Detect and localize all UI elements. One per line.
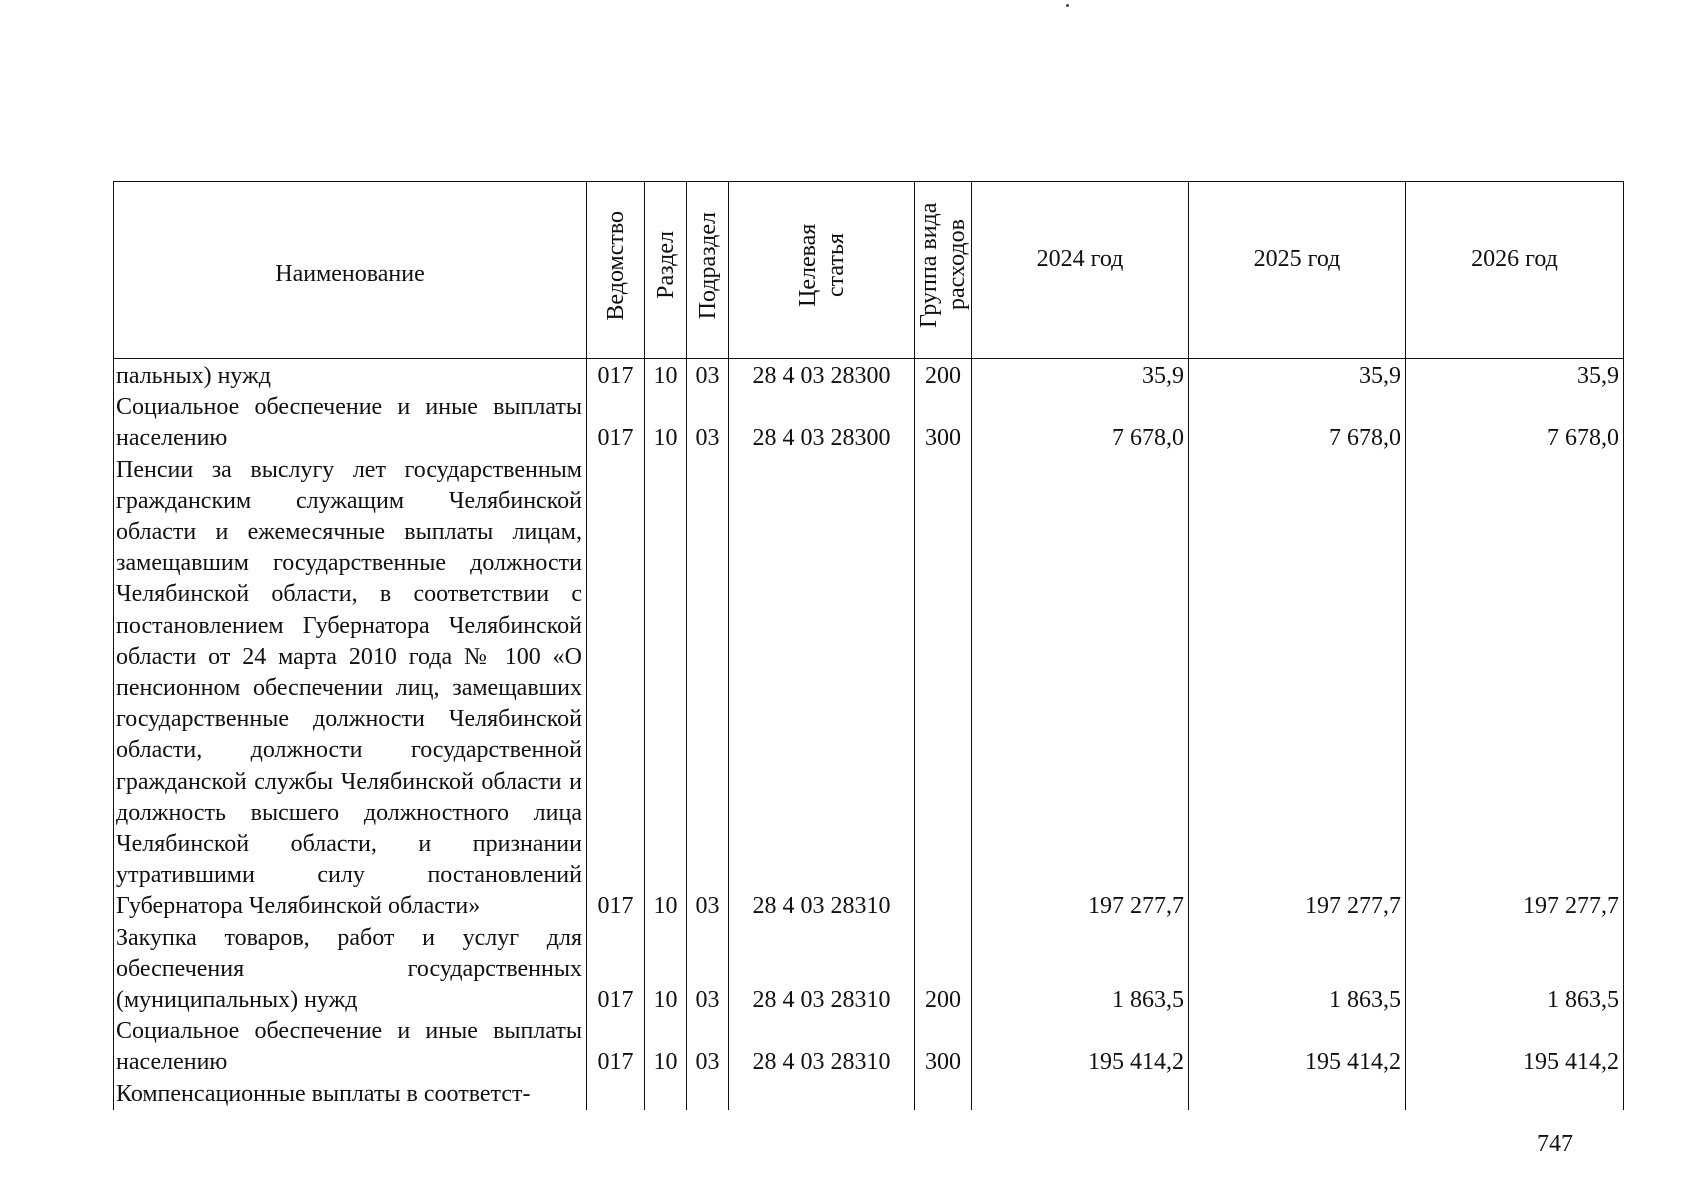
cell-celevaya: 28 4 03 28310 xyxy=(729,923,915,1017)
header-name-text: Наименование xyxy=(275,261,425,288)
cell-name: пальных) нужд xyxy=(114,359,587,393)
cell-gruppa: 200 xyxy=(915,359,972,393)
cell-podrazdel: 03 xyxy=(687,455,729,923)
cell-razdel xyxy=(645,1079,687,1110)
cell-2025: 7 678,0 xyxy=(1189,392,1406,454)
header-celevaya-text: Целевая статья xyxy=(794,223,849,308)
header-2025 xyxy=(1189,182,1406,359)
cell-2024: 197 277,7 xyxy=(972,455,1189,923)
header-2024-text: 2024 год xyxy=(1036,246,1124,273)
header-celevaya xyxy=(729,182,915,359)
cell-podrazdel: 03 xyxy=(687,359,729,393)
cell-podrazdel: 03 xyxy=(687,923,729,1017)
cell-2026: 195 414,2 xyxy=(1406,1016,1624,1078)
header-2026-text: 2026 год xyxy=(1471,246,1558,273)
table-row xyxy=(114,923,1624,1017)
cell-razdel: 10 xyxy=(645,455,687,923)
cell-celevaya: 28 4 03 28300 xyxy=(729,392,915,454)
cell-name: Социальное обеспечение и иные выплаты населению xyxy=(114,1016,587,1078)
cell-celevaya: 28 4 03 28310 xyxy=(729,1016,915,1078)
cell-ved: 017 xyxy=(587,1016,645,1078)
cell-celevaya: 28 4 03 28300 xyxy=(729,359,915,393)
header-ved-text: Ведомство xyxy=(602,210,629,321)
header-podrazdel xyxy=(687,182,729,359)
budget-table-container xyxy=(113,181,1623,1110)
cell-2026: 197 277,7 xyxy=(1406,455,1624,923)
cell-2024: 7 678,0 xyxy=(972,392,1189,454)
cell-ved: 017 xyxy=(587,392,645,454)
scan-speck xyxy=(1066,4,1069,7)
cell-2025: 1 863,5 xyxy=(1189,923,1406,1017)
header-ved xyxy=(587,182,645,359)
budget-table xyxy=(113,181,1624,1110)
cell-2026 xyxy=(1406,1079,1624,1110)
header-name xyxy=(114,182,587,359)
cell-podrazdel: 03 xyxy=(687,1016,729,1078)
header-razdel-text: Раздел xyxy=(652,231,679,300)
cell-2026: 1 863,5 xyxy=(1406,923,1624,1017)
cell-name: Социальное обеспечение и иные выплаты населению xyxy=(114,392,587,454)
cell-gruppa xyxy=(915,455,972,923)
cell-razdel: 10 xyxy=(645,923,687,1017)
cell-gruppa: 200 xyxy=(915,923,972,1017)
table-row xyxy=(114,455,1624,923)
header-gruppa-text: Группа вида расходов xyxy=(916,202,970,329)
cell-ved: 017 xyxy=(587,455,645,923)
header-2024 xyxy=(972,182,1189,359)
table-row xyxy=(114,359,1624,393)
header-gruppa xyxy=(915,182,972,359)
header-podrazdel-text: Подраздел xyxy=(694,211,721,320)
cell-celevaya: 28 4 03 28310 xyxy=(729,455,915,923)
table-row xyxy=(114,392,1624,454)
table-header-row xyxy=(114,182,1624,359)
cell-2024: 35,9 xyxy=(972,359,1189,393)
table-row xyxy=(114,1079,1624,1110)
header-razdel xyxy=(645,182,687,359)
cell-ved: 017 xyxy=(587,923,645,1017)
cell-name: Компенсационные выплаты в соответст- xyxy=(114,1079,587,1110)
cell-2026: 35,9 xyxy=(1406,359,1624,393)
cell-ved xyxy=(587,1079,645,1110)
cell-2025 xyxy=(1189,1079,1406,1110)
cell-razdel: 10 xyxy=(645,392,687,454)
cell-gruppa: 300 xyxy=(915,1016,972,1078)
cell-name: Пенсии за выслугу лет государственным гражданским служащим Челябинской области и ежемесячные выплаты лицам, замещавшим государственные должности Челябинской области, в соответствии с постановлением Губернатора Челябинской области от 24 марта 2010 года № 100 «О пенсионном обеспечении лиц, замещавших государственные должности Челябинской области, должности государственной гражданской службы Челябинской области и должность высшего должностного лица Челябинской области, и признании утратившими силу постановлений Губернатора Челябинской области» xyxy=(114,455,587,923)
cell-name: Закупка товаров, работ и услуг для обеспечения государственных (муниципальных) нужд xyxy=(114,923,587,1017)
cell-2026: 7 678,0 xyxy=(1406,392,1624,454)
cell-celevaya xyxy=(729,1079,915,1110)
header-2025-text: 2025 год xyxy=(1253,246,1341,273)
cell-razdel: 10 xyxy=(645,1016,687,1078)
table-row xyxy=(114,1016,1624,1078)
cell-podrazdel xyxy=(687,1079,729,1110)
cell-2024: 195 414,2 xyxy=(972,1016,1189,1078)
cell-ved: 017 xyxy=(587,359,645,393)
cell-2025: 35,9 xyxy=(1189,359,1406,393)
cell-2024: 1 863,5 xyxy=(972,923,1189,1017)
cell-2025: 197 277,7 xyxy=(1189,455,1406,923)
cell-gruppa xyxy=(915,1079,972,1110)
page-number: 747 xyxy=(1537,1131,1573,1157)
cell-gruppa: 300 xyxy=(915,392,972,454)
cell-2025: 195 414,2 xyxy=(1189,1016,1406,1078)
header-2026 xyxy=(1406,182,1624,359)
cell-razdel: 10 xyxy=(645,359,687,393)
cell-podrazdel: 03 xyxy=(687,392,729,454)
cell-2024 xyxy=(972,1079,1189,1110)
